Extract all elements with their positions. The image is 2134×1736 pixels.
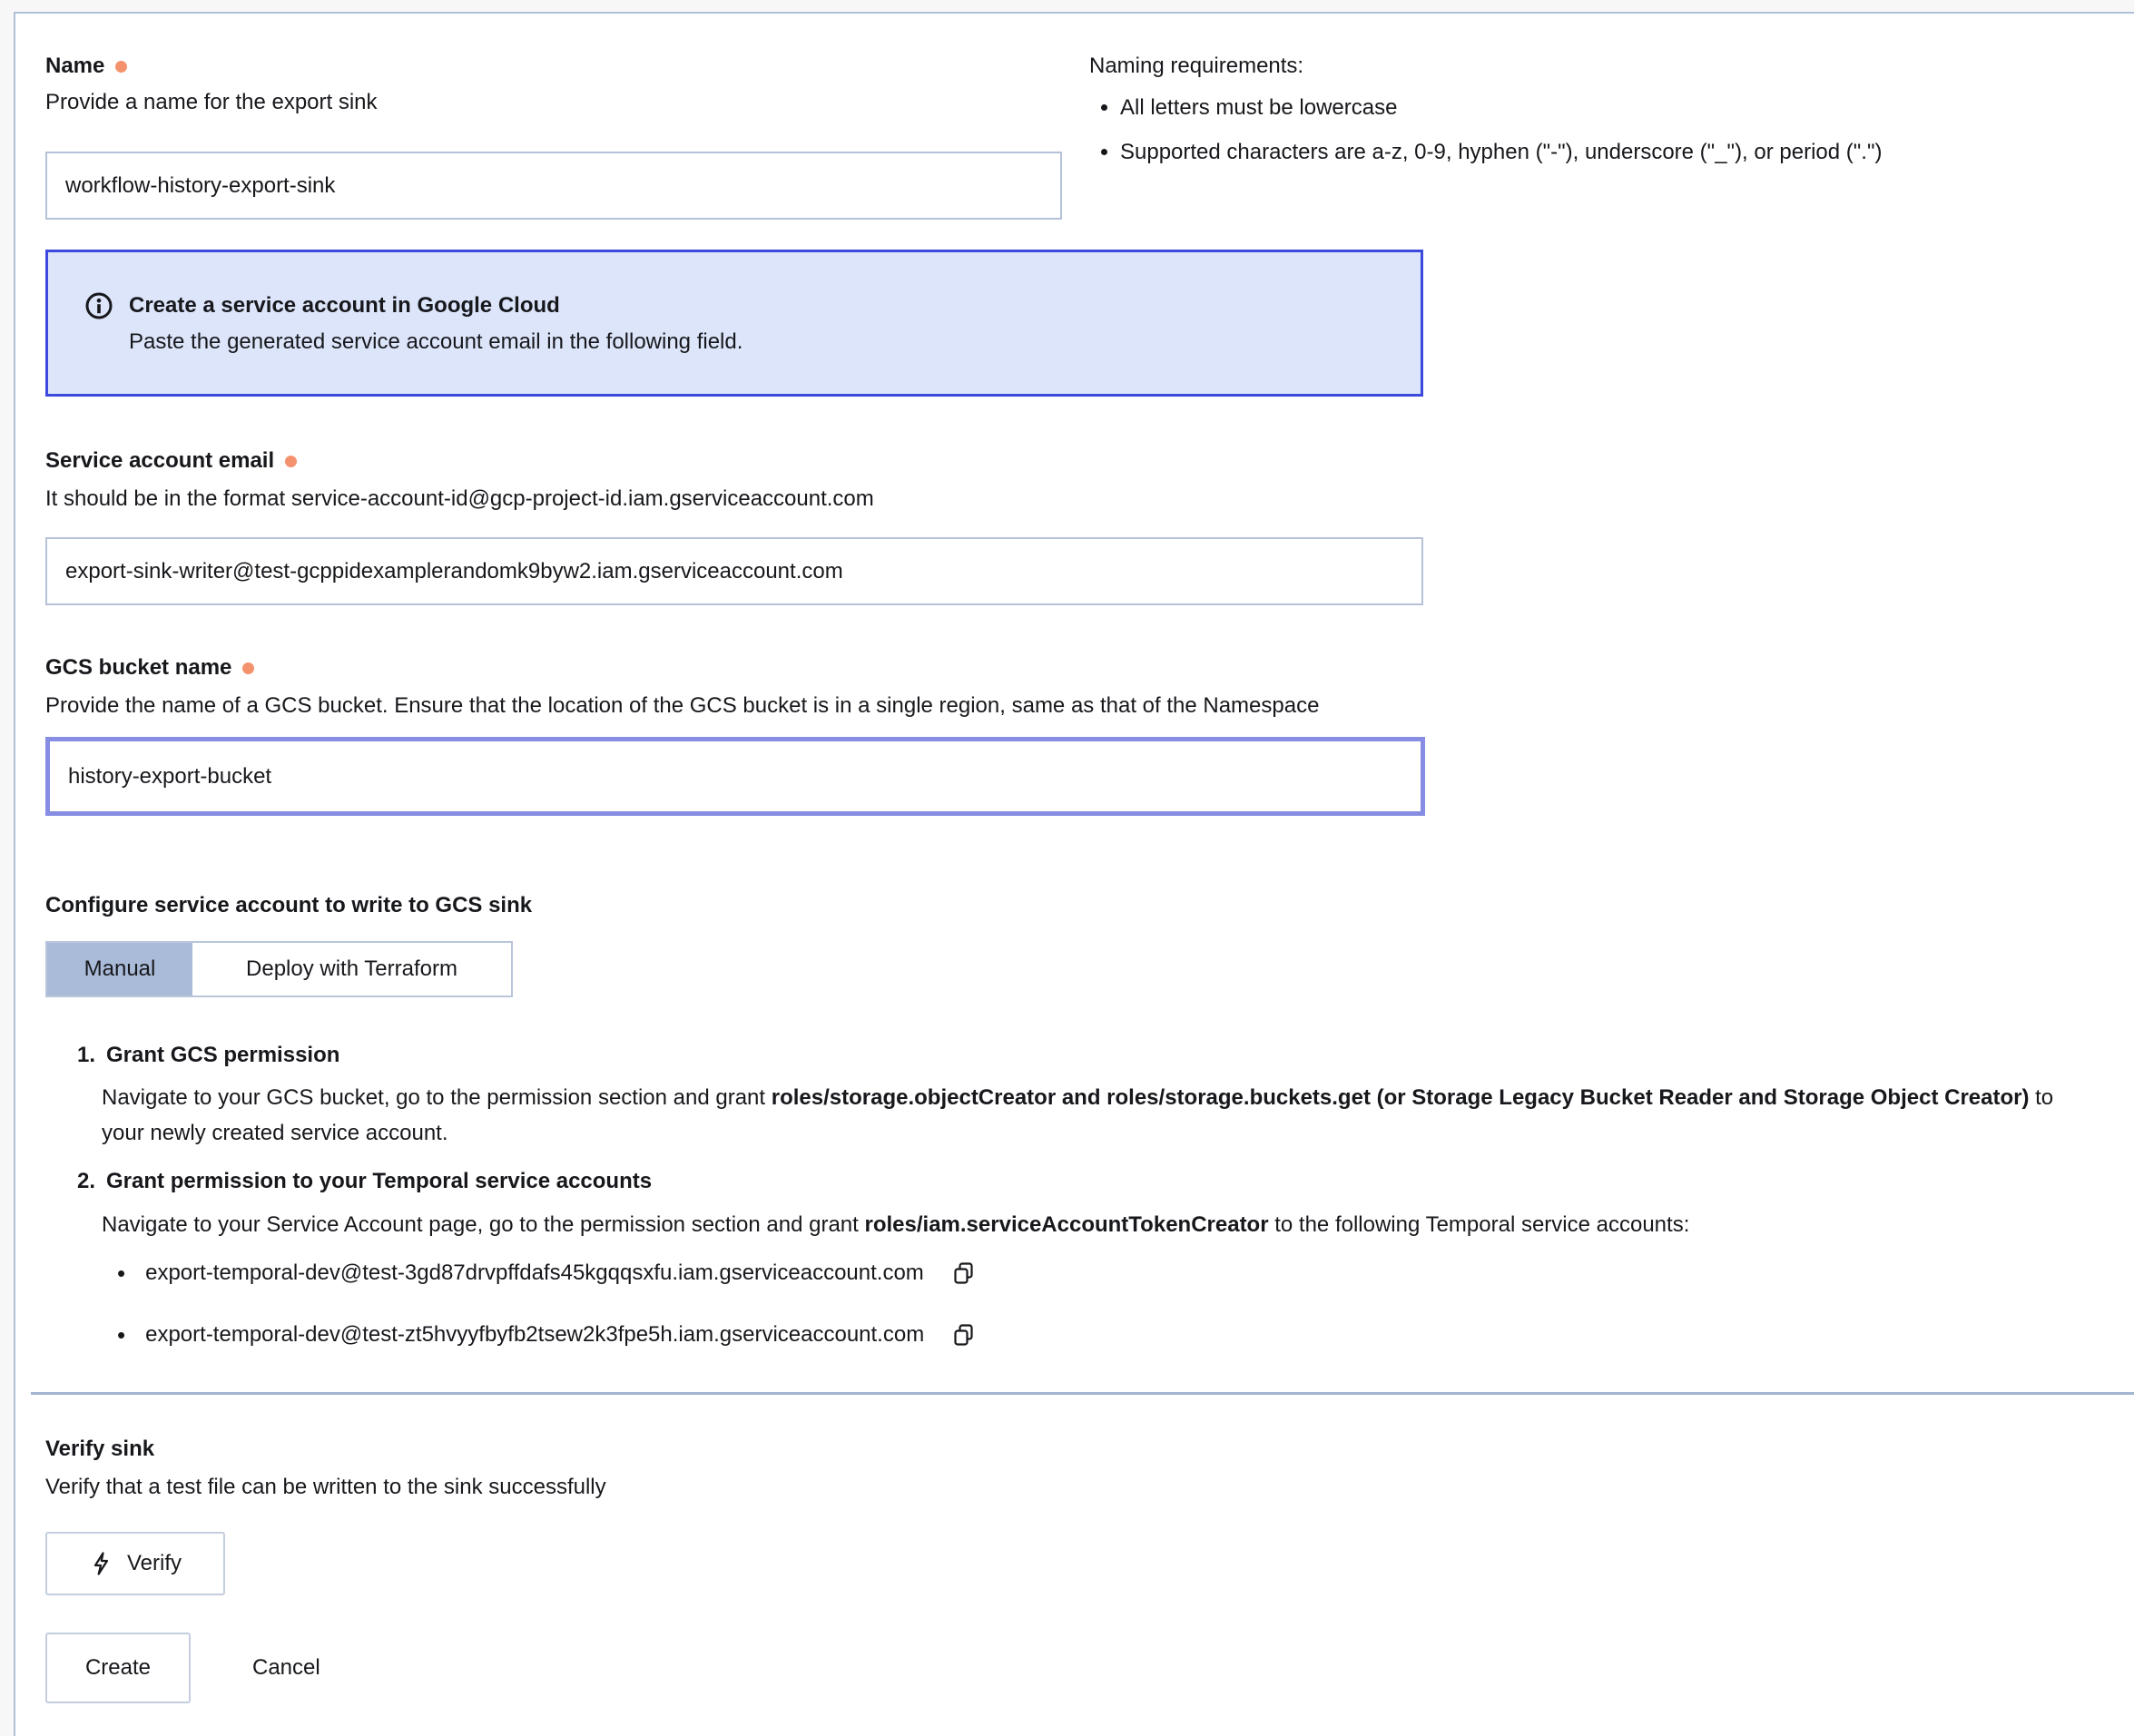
- export-sink-form: [14, 12, 2134, 1736]
- create-button[interactable]: Create: [45, 1633, 191, 1703]
- gcs-bucket-name-input[interactable]: [45, 737, 1425, 816]
- service-account-email: • export-temporal-dev@test-zt5hvyyfbyfb2tsew2k3fpe5h.iam.gserviceaccount.com: [145, 1322, 925, 1347]
- copy-button[interactable]: [951, 1260, 977, 1286]
- step-1-title-row: [77, 1041, 2083, 1070]
- service-account-email: • export-temporal-dev@test-3gd87drvpffdafs45kgqqsxfu.iam.gserviceaccount.com: [145, 1260, 924, 1285]
- bucket-label: GCS bucket name: [45, 655, 232, 680]
- info-banner: [45, 250, 1423, 397]
- service-account-item: [117, 1320, 2083, 1349]
- naming-requirement-item: • All letters must be lowercase: [1120, 93, 2102, 123]
- info-icon: [84, 291, 113, 320]
- cancel-button[interactable]: Cancel: [252, 1655, 320, 1680]
- copy-icon: [951, 1322, 977, 1348]
- service-account-item: [117, 1259, 2083, 1288]
- step-2-title: Grant permission to your Temporal service accounts: [106, 1169, 653, 1193]
- bucket-description: Provide the name of a GCS bucket. Ensure that the location of the GCS bucket is in a single region, same as that of the Namespace: [45, 693, 1320, 718]
- bucket-label-row: [45, 653, 2102, 682]
- name-field-group: [45, 52, 1062, 220]
- required-dot-icon: [242, 662, 254, 674]
- step-2-number: 2.: [77, 1169, 96, 1193]
- service-account-label: Service account email: [45, 448, 275, 473]
- verify-sink-heading: Verify sink: [45, 1437, 155, 1461]
- form-actions: [45, 1633, 2102, 1703]
- info-banner-text: [129, 290, 742, 358]
- name-field-label: Name: [45, 54, 105, 78]
- verify-button[interactable]: [45, 1532, 225, 1595]
- verify-sink-description: Verify that a test file can be written to the sink successfully: [45, 1475, 606, 1499]
- temporal-service-account-list: [117, 1259, 2083, 1349]
- required-dot-icon: [285, 456, 297, 467]
- name-input[interactable]: [45, 152, 1062, 220]
- naming-requirements-title: Naming requirements:: [1089, 54, 1304, 78]
- lightning-bolt-icon: [89, 1551, 114, 1576]
- service-account-label-row: [45, 446, 2102, 476]
- copy-icon: [951, 1260, 977, 1286]
- step-1-number: 1.: [77, 1043, 96, 1067]
- name-field-description: Provide a name for the export sink: [45, 90, 378, 114]
- step-1-body: Navigate to your GCS bucket, go to the permission section and grant roles/storage.objectCreator and roles/storage.buckets.get (or Storage Legacy Bucket Reader and Storage Object Creator) to your newly created service account.: [102, 1085, 2054, 1145]
- naming-requirement-item: • Supported characters are a-z, 0-9, hyphen ("-"), underscore ("_"), or period ("."): [1120, 138, 2102, 167]
- section-divider: [31, 1392, 2134, 1395]
- manual-steps: [77, 1041, 2083, 1349]
- tab-deploy-with-terraform[interactable]: Deploy with Terraform: [192, 943, 511, 996]
- required-dot-icon: [115, 61, 127, 73]
- service-account-email-input[interactable]: [45, 537, 1423, 605]
- step-2-title-row: [77, 1167, 2083, 1196]
- step-2-body: Navigate to your Service Account page, go to the permission section and grant roles/iam.serviceAccountTokenCreator to the following Temporal service accounts:: [102, 1212, 1690, 1237]
- info-banner-body: Paste the generated service account email in the following field.: [129, 329, 743, 354]
- name-field-label-row: [45, 52, 1062, 81]
- verify-button-label: Verify: [126, 1551, 182, 1575]
- naming-requirements-list: [1089, 93, 2102, 167]
- tab-manual[interactable]: Manual: [47, 943, 192, 996]
- copy-button[interactable]: [951, 1322, 977, 1348]
- naming-requirements: [1089, 52, 2102, 220]
- name-and-requirements-row: [45, 52, 2102, 220]
- configure-section-heading: Configure service account to write to GCS sink: [45, 893, 533, 917]
- configure-tab-group: [45, 941, 513, 997]
- step-1-title: Grant GCS permission: [106, 1043, 340, 1067]
- info-banner-title: Create a service account in Google Cloud: [129, 293, 560, 318]
- service-account-description: It should be in the format service-account-id@gcp-project-id.iam.gserviceaccount.com: [45, 486, 874, 511]
